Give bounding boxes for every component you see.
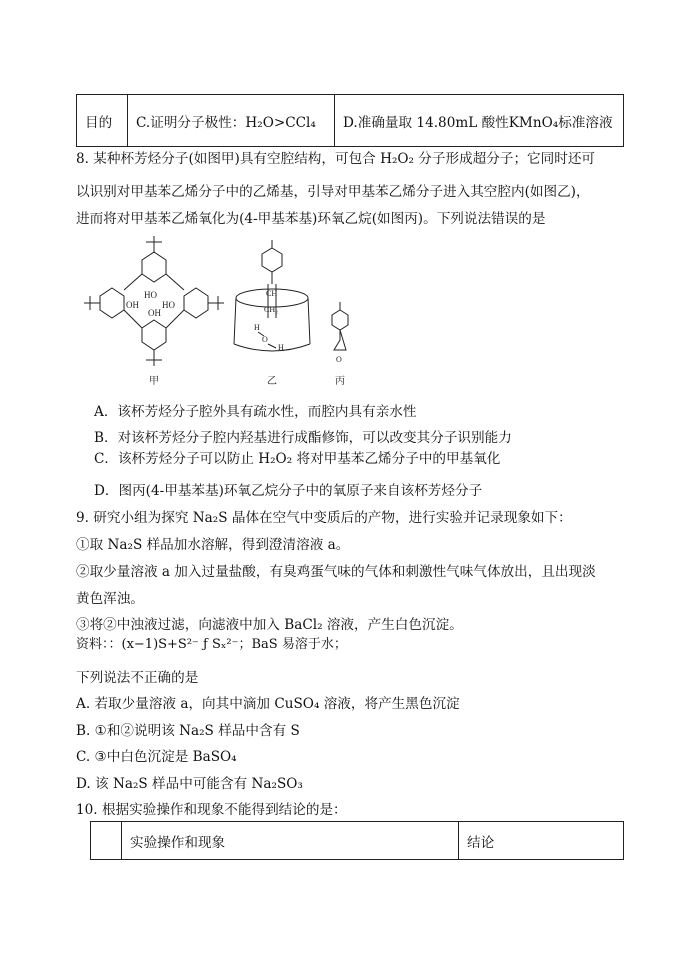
q10-line1: 10. 根据实验操作和现象不能得到结论的是： (76, 802, 347, 818)
q9-line2: ①取 Na₂S 样品加水溶解，得到澄清溶液 a。 (76, 537, 350, 553)
q9-line1: 9. 研究小组为探究 Na₂S 晶体在空气中变质后的产物，进行实验并记录现象如下： (76, 510, 572, 526)
q8-line2: 以识别对甲基苯乙烯分子中的乙烯基，引导对甲基苯乙烯分子进入其空腔内(如图乙)， (76, 184, 590, 200)
q9-option-d: D. 该 Na₂S 样品中可能含有 Na₂SO₃ (76, 776, 303, 792)
oh-label-4: OH (148, 308, 161, 318)
label-o: O (262, 335, 268, 344)
cell-option-d: D.准确量取 14.80mL 酸性KMnO₄标准溶液 (335, 95, 624, 147)
q9-option-a: A. 若取少量溶液 a，向其中滴加 CuSO₄ 溶液，将产生黑色沉淀 (76, 696, 460, 712)
label-ch: CH (266, 289, 278, 298)
q8-line3: 进而将对甲基苯乙烯氧化为(4-甲基苯基)环氧乙烷(如图丙)。下列说法错误的是 (76, 211, 546, 227)
label-epoxide-o: O (336, 355, 342, 364)
q9-line4: 黄色浑浊。 (76, 591, 144, 607)
cell-purpose: 目的 (77, 95, 128, 147)
q10-table (90, 821, 624, 860)
label-ch2: CH₂ (264, 305, 278, 314)
q8-option-c: C．该杯芳烃分子可以防止 H₂O₂ 将对甲基苯乙烯分子中的甲基氧化 (94, 451, 501, 467)
q8-option-a: A．该杯芳烃分子腔外具有疏水性，而腔内具有亲水性 (94, 404, 417, 420)
q9-question: 下列说法不正确的是 (76, 670, 199, 686)
label-h1: H (254, 323, 260, 332)
label-h2: H (278, 343, 284, 352)
q9-line5: ③将②中浊液过滤，向滤液中加入 BaCl₂ 溶液，产生白色沉淀。 (76, 617, 463, 633)
q8-option-d: D．图丙(4-甲基苯基)环氧乙烷分子中的氧原子来自该杯芳烃分子 (94, 483, 483, 499)
caption-jia: 甲 (149, 376, 159, 387)
q8-option-b: B．对该杯芳烃分子腔内羟基进行成酯修饰，可以改变其分子识别能力 (94, 430, 512, 446)
oh-label-3: HO (162, 300, 175, 310)
oh-label-1: HO (144, 290, 157, 300)
q9-line3: ②取少量溶液 a 加入过量盐酸，有臭鸡蛋气味的气体和刺激性气味气体放出，且出现淡 (76, 564, 596, 580)
figure-calixarene (70, 232, 670, 392)
q10-header-blank (91, 822, 122, 860)
q10-header-conclusion: 结论 (459, 822, 624, 860)
caption-yi: 乙 (267, 376, 277, 387)
cell-option-c: C.证明分子极性：H₂O>CCl₄ (128, 95, 335, 147)
molecule-jia (84, 236, 224, 366)
q9-option-c: C. ③中白色沉淀是 BaSO₄ (76, 749, 237, 765)
top-table (76, 94, 624, 147)
caption-bing: 丙 (335, 376, 345, 387)
q10-header-operation: 实验操作和现象 (122, 822, 459, 860)
q8-line1: 8. 某种杯芳烃分子(如图甲)具有空腔结构，可包合 H₂O₂ 分子形成超分子；它同时还可 (76, 151, 596, 167)
molecule-bing (332, 302, 348, 350)
oh-label-2: OH (126, 300, 139, 310)
q9-data-note: 资料：：(x−1)S+S²⁻ ƒ Sₓ²⁻；BaS 易溶于水； (76, 637, 347, 652)
q9-option-b: B. ①和②说明该 Na₂S 样品中含有 S (76, 723, 300, 739)
